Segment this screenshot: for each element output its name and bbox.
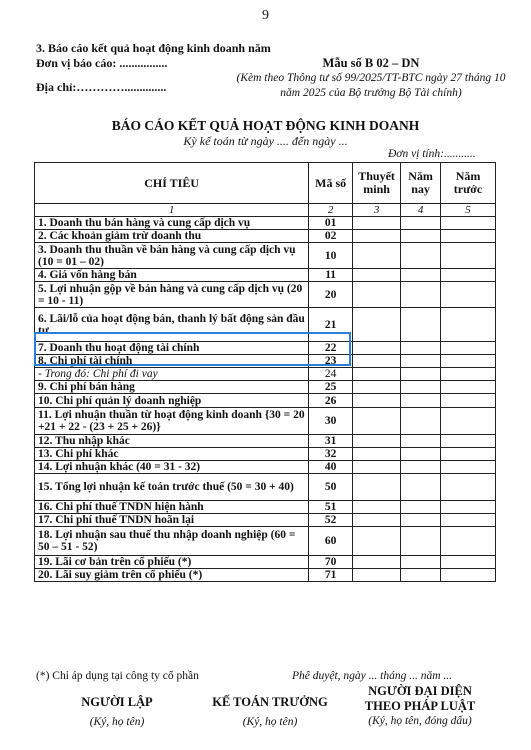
- row-code: 31: [309, 435, 353, 448]
- signature-legal-representative: [350, 684, 490, 727]
- cell-current-year: [401, 461, 441, 474]
- row-code: 71: [309, 569, 353, 582]
- reporting-unit-label: Đơn vị báo cáo: ................: [36, 56, 168, 70]
- table-row: [35, 514, 496, 527]
- table-row: [35, 368, 496, 381]
- report-title: BÁO CÁO KẾT QUẢ HOẠT ĐỘNG KINH DOANH: [111, 118, 420, 133]
- table-row: [35, 381, 496, 394]
- row-label: - Trong đó: Chi phí đi vay: [35, 368, 309, 381]
- cell-prior-year: [441, 408, 496, 435]
- row-code: 21: [309, 308, 353, 342]
- cell-note: [353, 501, 401, 514]
- table-row: [35, 501, 496, 514]
- row-label: 4. Giá vốn hàng bán: [35, 269, 309, 282]
- header-indicator: CHỈ TIÊU: [35, 163, 309, 204]
- highlight-box: [34, 332, 351, 366]
- row-code: 51: [309, 501, 353, 514]
- cell-prior-year: [441, 282, 496, 308]
- cell-current-year: [401, 435, 441, 448]
- cell-note: [353, 514, 401, 527]
- cell-prior-year: [441, 435, 496, 448]
- approval-line: Phê duyệt, ngày ... tháng ... năm ...: [292, 670, 453, 682]
- unit-label: Đơn vị tính:...........: [388, 148, 476, 160]
- cell-note: [353, 381, 401, 394]
- cell-current-year: [401, 501, 441, 514]
- signature-note: (Ký, họ tên): [89, 716, 145, 728]
- row-code: 50: [309, 474, 353, 501]
- signature-title: KẾ TOÁN TRƯỞNG: [212, 695, 328, 709]
- cell-note: [353, 230, 401, 243]
- row-label: 1. Doanh thu bán hàng và cung cấp dịch vụ: [35, 217, 309, 230]
- cell-current-year: [401, 408, 441, 435]
- table-row: [35, 448, 496, 461]
- cell-prior-year: [441, 230, 496, 243]
- cell-note: [353, 282, 401, 308]
- cell-prior-year: [441, 342, 496, 355]
- cell-current-year: [401, 368, 441, 381]
- cell-prior-year: [441, 448, 496, 461]
- cell-current-year: [401, 342, 441, 355]
- cell-current-year: [401, 282, 441, 308]
- cell-prior-year: [441, 381, 496, 394]
- table-row: [35, 217, 496, 230]
- row-label: 11. Lợi nhuận thuần từ hoạt động kinh doanh {30 = 20 +21 + 22 - (23 + 25 + 26)}: [35, 408, 309, 435]
- cell-note: [353, 308, 401, 342]
- cell-note: [353, 269, 401, 282]
- row-label: 12. Thu nhập khác: [35, 435, 309, 448]
- cell-current-year: [401, 527, 441, 556]
- table-row: [35, 282, 496, 308]
- cell-current-year: [401, 514, 441, 527]
- cell-current-year: [401, 474, 441, 501]
- row-label: 7. Doanh thu hoạt động tài chính: [35, 342, 309, 355]
- row-code: 32: [309, 448, 353, 461]
- page-number: 9: [262, 8, 269, 23]
- row-code: 25: [309, 381, 353, 394]
- column-number-row: [35, 204, 496, 217]
- table-row: [35, 394, 496, 408]
- cell-current-year: [401, 556, 441, 569]
- signature-note: (Ký, họ tên): [242, 716, 298, 728]
- cell-note: [353, 527, 401, 556]
- row-label: 13. Chi phí khác: [35, 448, 309, 461]
- signature-note: (Ký, họ tên, đóng dấu): [368, 715, 472, 727]
- table-row: [35, 527, 496, 556]
- cell-note: [353, 448, 401, 461]
- form-reference: (Kèm theo Thông tư số 99/2025/TT-BTC ngày 27 tháng 10 năm 2025 của Bộ trưởng Bộ Tài chính): [236, 72, 506, 99]
- column-number: 4: [401, 204, 441, 217]
- row-label: 19. Lãi cơ bản trên cổ phiếu (*): [35, 556, 309, 569]
- row-code: 40: [309, 461, 353, 474]
- footnote: (*) Chỉ áp dụng tại công ty cổ phần: [36, 670, 199, 682]
- cell-note: [353, 408, 401, 435]
- table-row: [35, 569, 496, 582]
- column-number: 2: [309, 204, 353, 217]
- row-label: 10. Chi phí quản lý doanh nghiệp: [35, 394, 309, 408]
- row-label: 17. Chi phí thuế TNDN hoãn lại: [35, 514, 309, 527]
- table-header-row: [35, 163, 496, 204]
- cell-current-year: [401, 230, 441, 243]
- cell-prior-year: [441, 394, 496, 408]
- form-code: Mẫu số B 02 – DN: [322, 56, 420, 70]
- table-row: [35, 461, 496, 474]
- cell-note: [353, 474, 401, 501]
- section-title: 3. Báo cáo kết quả hoạt động kinh doanh năm: [36, 41, 271, 55]
- cell-current-year: [401, 355, 441, 368]
- row-code: 01: [309, 217, 353, 230]
- cell-prior-year: [441, 308, 496, 342]
- row-code: 24: [309, 368, 353, 381]
- table-row: [35, 435, 496, 448]
- cell-current-year: [401, 448, 441, 461]
- row-code: 11: [309, 269, 353, 282]
- signature-title: NGƯỜI LẬP: [81, 695, 153, 709]
- cell-prior-year: [441, 569, 496, 582]
- row-code: 02: [309, 230, 353, 243]
- cell-prior-year: [441, 269, 496, 282]
- row-label: 14. Lợi nhuận khác (40 = 31 - 32): [35, 461, 309, 474]
- header-current-year: Năm nay: [401, 163, 441, 204]
- cell-current-year: [401, 217, 441, 230]
- income-statement-table: [34, 162, 496, 582]
- cell-prior-year: [441, 514, 496, 527]
- cell-current-year: [401, 569, 441, 582]
- cell-current-year: [401, 269, 441, 282]
- cell-prior-year: [441, 527, 496, 556]
- header-prior-year: Năm trước: [441, 163, 496, 204]
- signature-chief-accountant: [210, 695, 330, 728]
- row-label: 3. Doanh thu thuần về bán hàng và cung cấp dịch vụ (10 = 01 – 02): [35, 243, 309, 269]
- row-code: 52: [309, 514, 353, 527]
- row-code: 10: [309, 243, 353, 269]
- cell-note: [353, 435, 401, 448]
- cell-prior-year: [441, 243, 496, 269]
- table-row: [35, 269, 496, 282]
- cell-note: [353, 461, 401, 474]
- row-label: 8. Chi phí tài chính: [35, 355, 309, 368]
- row-code: 22: [309, 342, 353, 355]
- column-number: 3: [353, 204, 401, 217]
- row-code: 23: [309, 355, 353, 368]
- table-row: [35, 230, 496, 243]
- cell-current-year: [401, 394, 441, 408]
- row-label: 20. Lãi suy giảm trên cổ phiếu (*): [35, 569, 309, 582]
- header-right: [236, 56, 506, 101]
- address-label: Địa chỉ:…………..............: [36, 80, 167, 94]
- row-code: 30: [309, 408, 353, 435]
- cell-note: [353, 217, 401, 230]
- table-row: [35, 408, 496, 435]
- cell-prior-year: [441, 461, 496, 474]
- row-label: 2. Các khoản giảm trừ doanh thu: [35, 230, 309, 243]
- row-code: 70: [309, 556, 353, 569]
- cell-prior-year: [441, 368, 496, 381]
- cell-prior-year: [441, 217, 496, 230]
- table-row: [35, 474, 496, 501]
- cell-prior-year: [441, 474, 496, 501]
- cell-current-year: [401, 308, 441, 342]
- table-row: [35, 556, 496, 569]
- header-note: Thuyết minh: [353, 163, 401, 204]
- column-number: 5: [441, 204, 496, 217]
- row-code: 26: [309, 394, 353, 408]
- cell-prior-year: [441, 556, 496, 569]
- cell-note: [353, 394, 401, 408]
- table-row: [35, 243, 496, 269]
- column-number: 1: [35, 204, 309, 217]
- cell-note: [353, 243, 401, 269]
- report-period: Kỳ kế toán từ ngày .... đến ngày ...: [183, 134, 348, 148]
- signature-title: NGƯỜI ĐẠI DIỆN THEO PHÁP LUẬT: [364, 684, 476, 713]
- row-label: 16. Chi phí thuế TNDN hiện hành: [35, 501, 309, 514]
- row-label: 9. Chi phí bán hàng: [35, 381, 309, 394]
- cell-note: [353, 569, 401, 582]
- cell-prior-year: [441, 501, 496, 514]
- row-label: 5. Lợi nhuận gộp về bán hàng và cung cấp dịch vụ (20 = 10 - 11): [35, 282, 309, 308]
- signature-preparer: [72, 695, 162, 728]
- cell-prior-year: [441, 355, 496, 368]
- cell-note: [353, 355, 401, 368]
- row-code: 60: [309, 527, 353, 556]
- cell-note: [353, 556, 401, 569]
- row-label: 18. Lợi nhuận sau thuế thu nhập doanh nghiệp (60 = 50 – 51 - 52): [35, 527, 309, 556]
- cell-note: [353, 368, 401, 381]
- row-label: 15. Tổng lợi nhuận kế toán trước thuế (50 = 30 + 40): [35, 474, 309, 501]
- row-code: 20: [309, 282, 353, 308]
- cell-current-year: [401, 243, 441, 269]
- cell-note: [353, 342, 401, 355]
- row-label: 6. Lãi/lỗ của hoạt động bán, thanh lý bất động sản đầu tư: [35, 308, 309, 342]
- cell-current-year: [401, 381, 441, 394]
- header-code: Mã số: [309, 163, 353, 204]
